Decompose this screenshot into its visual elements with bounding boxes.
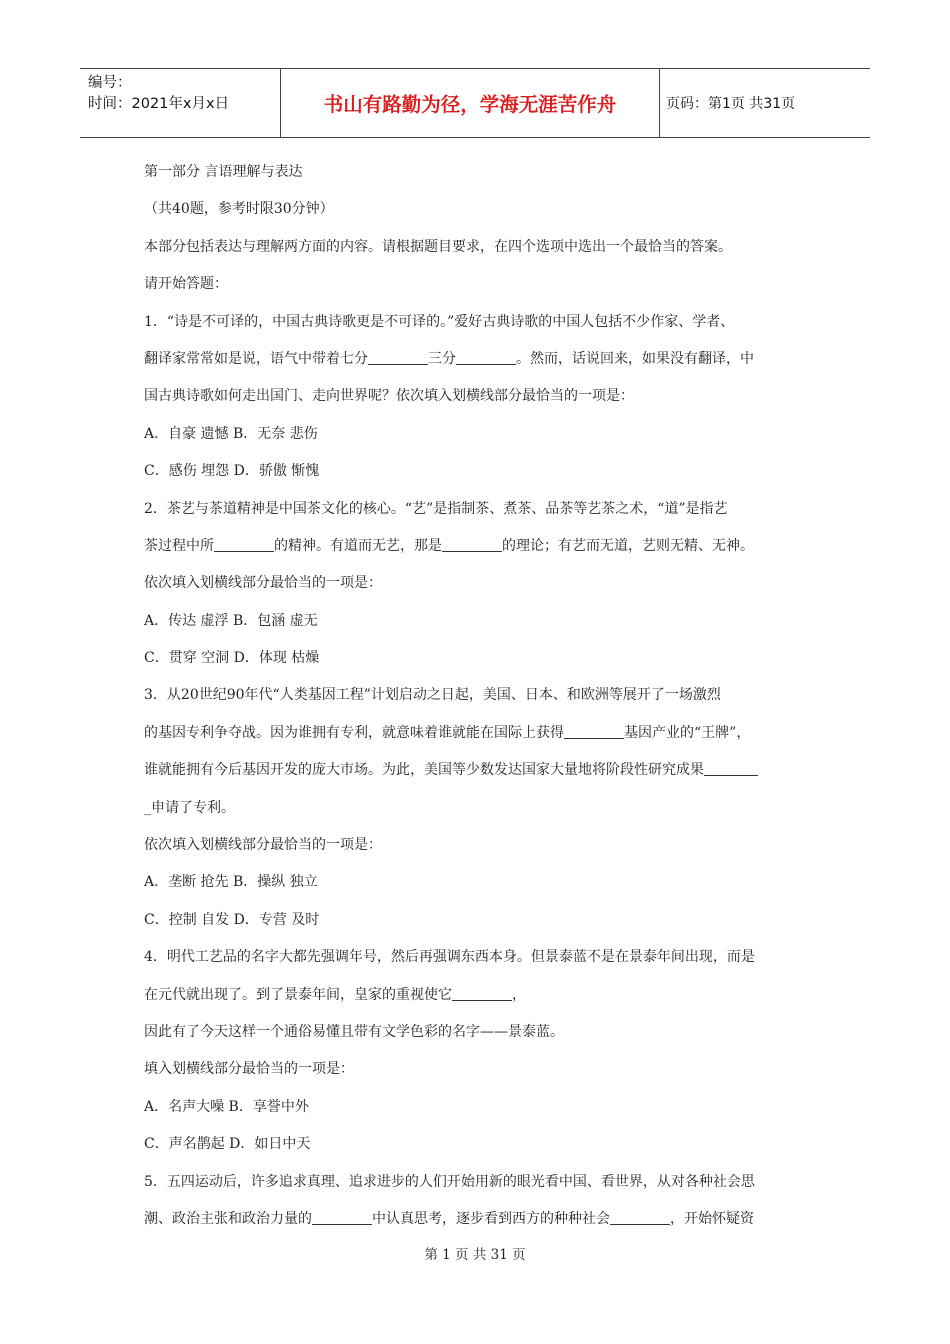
q4-text-a: 在元代就出现了。到了景泰年间，皇家的重视使它 — [144, 986, 452, 1003]
q2-line-2 — [144, 530, 816, 567]
q4-line-4: 填入划横线部分最恰当的一项是： — [144, 1061, 354, 1078]
document-body — [144, 156, 816, 1240]
q1-line-2 — [144, 343, 816, 380]
q3-line-1: 3．从20世纪90年代“人类基因工程”计划启动之日起，美国、日本、和欧洲等展开了一场激烈 — [144, 687, 721, 704]
document-header — [80, 68, 870, 138]
q3-options-cd: C．控制 自发 D．专营 及时 — [144, 911, 320, 928]
q1-text-a: 翻译家常常如是说，语气中带着七分 — [144, 350, 368, 367]
q3-line-5: 依次填入划横线部分最恰当的一项是： — [144, 837, 382, 854]
q1-options-ab: A．自豪 遗憾 B．无奈 悲伤 — [144, 425, 318, 442]
q5-text-b: 中认真思考，逐步看到西方的种种社会 — [372, 1210, 610, 1227]
q2-text-c: 的理论；有艺而无道，艺则无精、无神。 — [502, 537, 754, 554]
q2-options-cd: C．贯穿 空洞 D．体现 枯燥 — [144, 650, 320, 667]
q2-line-1: 2．茶艺与茶道精神是中国茶文化的核心。“艺”是指制茶、煮茶、品茶等艺茶之术，“道”是指艺 — [144, 500, 728, 517]
q3-line-4: _申请了专利。 — [144, 799, 235, 816]
header-page-info: 页码：第1页 共31页 — [666, 96, 796, 112]
q3-text-b: 基因产业的“王牌”， — [624, 724, 751, 741]
number-label: 编号： — [88, 75, 132, 91]
q3-text-c: 谁就能拥有今后基因开发的庞大市场。为此，美国等少数发达国家大量地将阶段性研究成果 — [144, 762, 704, 779]
time-label: 时间：2021年x月x日 — [88, 96, 230, 112]
section-start: 请开始答题： — [144, 276, 228, 293]
section-subtitle: （共40题，参考时限30分钟） — [144, 201, 334, 218]
q3-text-a: 的基因专利争夺战。因为谁拥有专利，就意味着谁就能在国际上获得 — [144, 724, 564, 741]
q1-line-1: 1．“诗是不可译的，中国古典诗歌更是不可译的。”爱好古典诗歌的中国人包括不少作家、学者、 — [144, 313, 735, 330]
q3-line-3 — [144, 754, 816, 791]
q1-options-cd: C．感伤 埋怨 D．骄傲 惭愧 — [144, 463, 320, 480]
q2-blank-2 — [442, 535, 502, 552]
header-motto: 书山有路勤为径，学海无涯苦作舟 — [281, 69, 660, 137]
q5-line-1: 5．五四运动后，许多追求真理、追求进步的人们开始用新的眼光看中国、看世界，从对各种社会思 — [144, 1173, 755, 1190]
q5-text-c: ，开始怀疑资 — [670, 1210, 754, 1227]
q2-line-3: 依次填入划横线部分最恰当的一项是： — [144, 575, 382, 592]
q2-blank-1 — [214, 535, 274, 552]
q1-blank-2 — [456, 348, 516, 365]
q5-blank-1 — [312, 1208, 372, 1225]
q2-text-b: 的精神。有道而无艺，那是 — [274, 537, 442, 554]
q4-options-cd: C．声名鹊起 D．如日中天 — [144, 1136, 311, 1153]
q3-line-2 — [144, 717, 816, 754]
q4-line-3: 因此有了今天这样一个通俗易懂且带有文学色彩的名字——景泰蓝。 — [144, 1023, 564, 1040]
q4-line-1: 4．明代工艺品的名字大都先强调年号，然后再强调东西本身。但景泰蓝不是在景泰年间出现，而是 — [144, 949, 755, 966]
q3-blank-1 — [564, 722, 624, 739]
header-meta — [80, 69, 281, 137]
page-footer: 第 1 页 共 31 页 — [424, 1247, 526, 1263]
section-title: 第一部分 言语理解与表达 — [144, 164, 303, 180]
q3-blank-2 — [704, 759, 758, 776]
q2-text-a: 茶过程中所 — [144, 537, 214, 554]
q5-blank-2 — [610, 1208, 670, 1225]
q4-text-b: ， — [512, 986, 526, 1003]
q1-text-b: 三分 — [428, 350, 456, 367]
q1-text-c: 。然而，话说回来，如果没有翻译，中 — [516, 350, 754, 367]
q2-options-ab: A．传达 虚浮 B．包涵 虚无 — [144, 612, 318, 629]
section-intro: 本部分包括表达与理解两方面的内容。请根据题目要求，在四个选项中选出一个最恰当的答案。 — [144, 238, 732, 255]
q3-options-ab: A．垄断 抢先 B．操纵 独立 — [144, 874, 318, 891]
q4-options-ab: A．名声大噪 B．享誉中外 — [144, 1098, 309, 1115]
q4-line-2 — [144, 979, 816, 1016]
q5-line-2 — [144, 1203, 816, 1240]
q1-line-3: 国古典诗歌如何走出国门、走向世界呢？依次填入划横线部分最恰当的一项是： — [144, 388, 634, 405]
q4-blank-1 — [452, 984, 512, 1001]
q1-blank-1 — [368, 348, 428, 365]
q5-text-a: 潮、政治主张和政治力量的 — [144, 1210, 312, 1227]
